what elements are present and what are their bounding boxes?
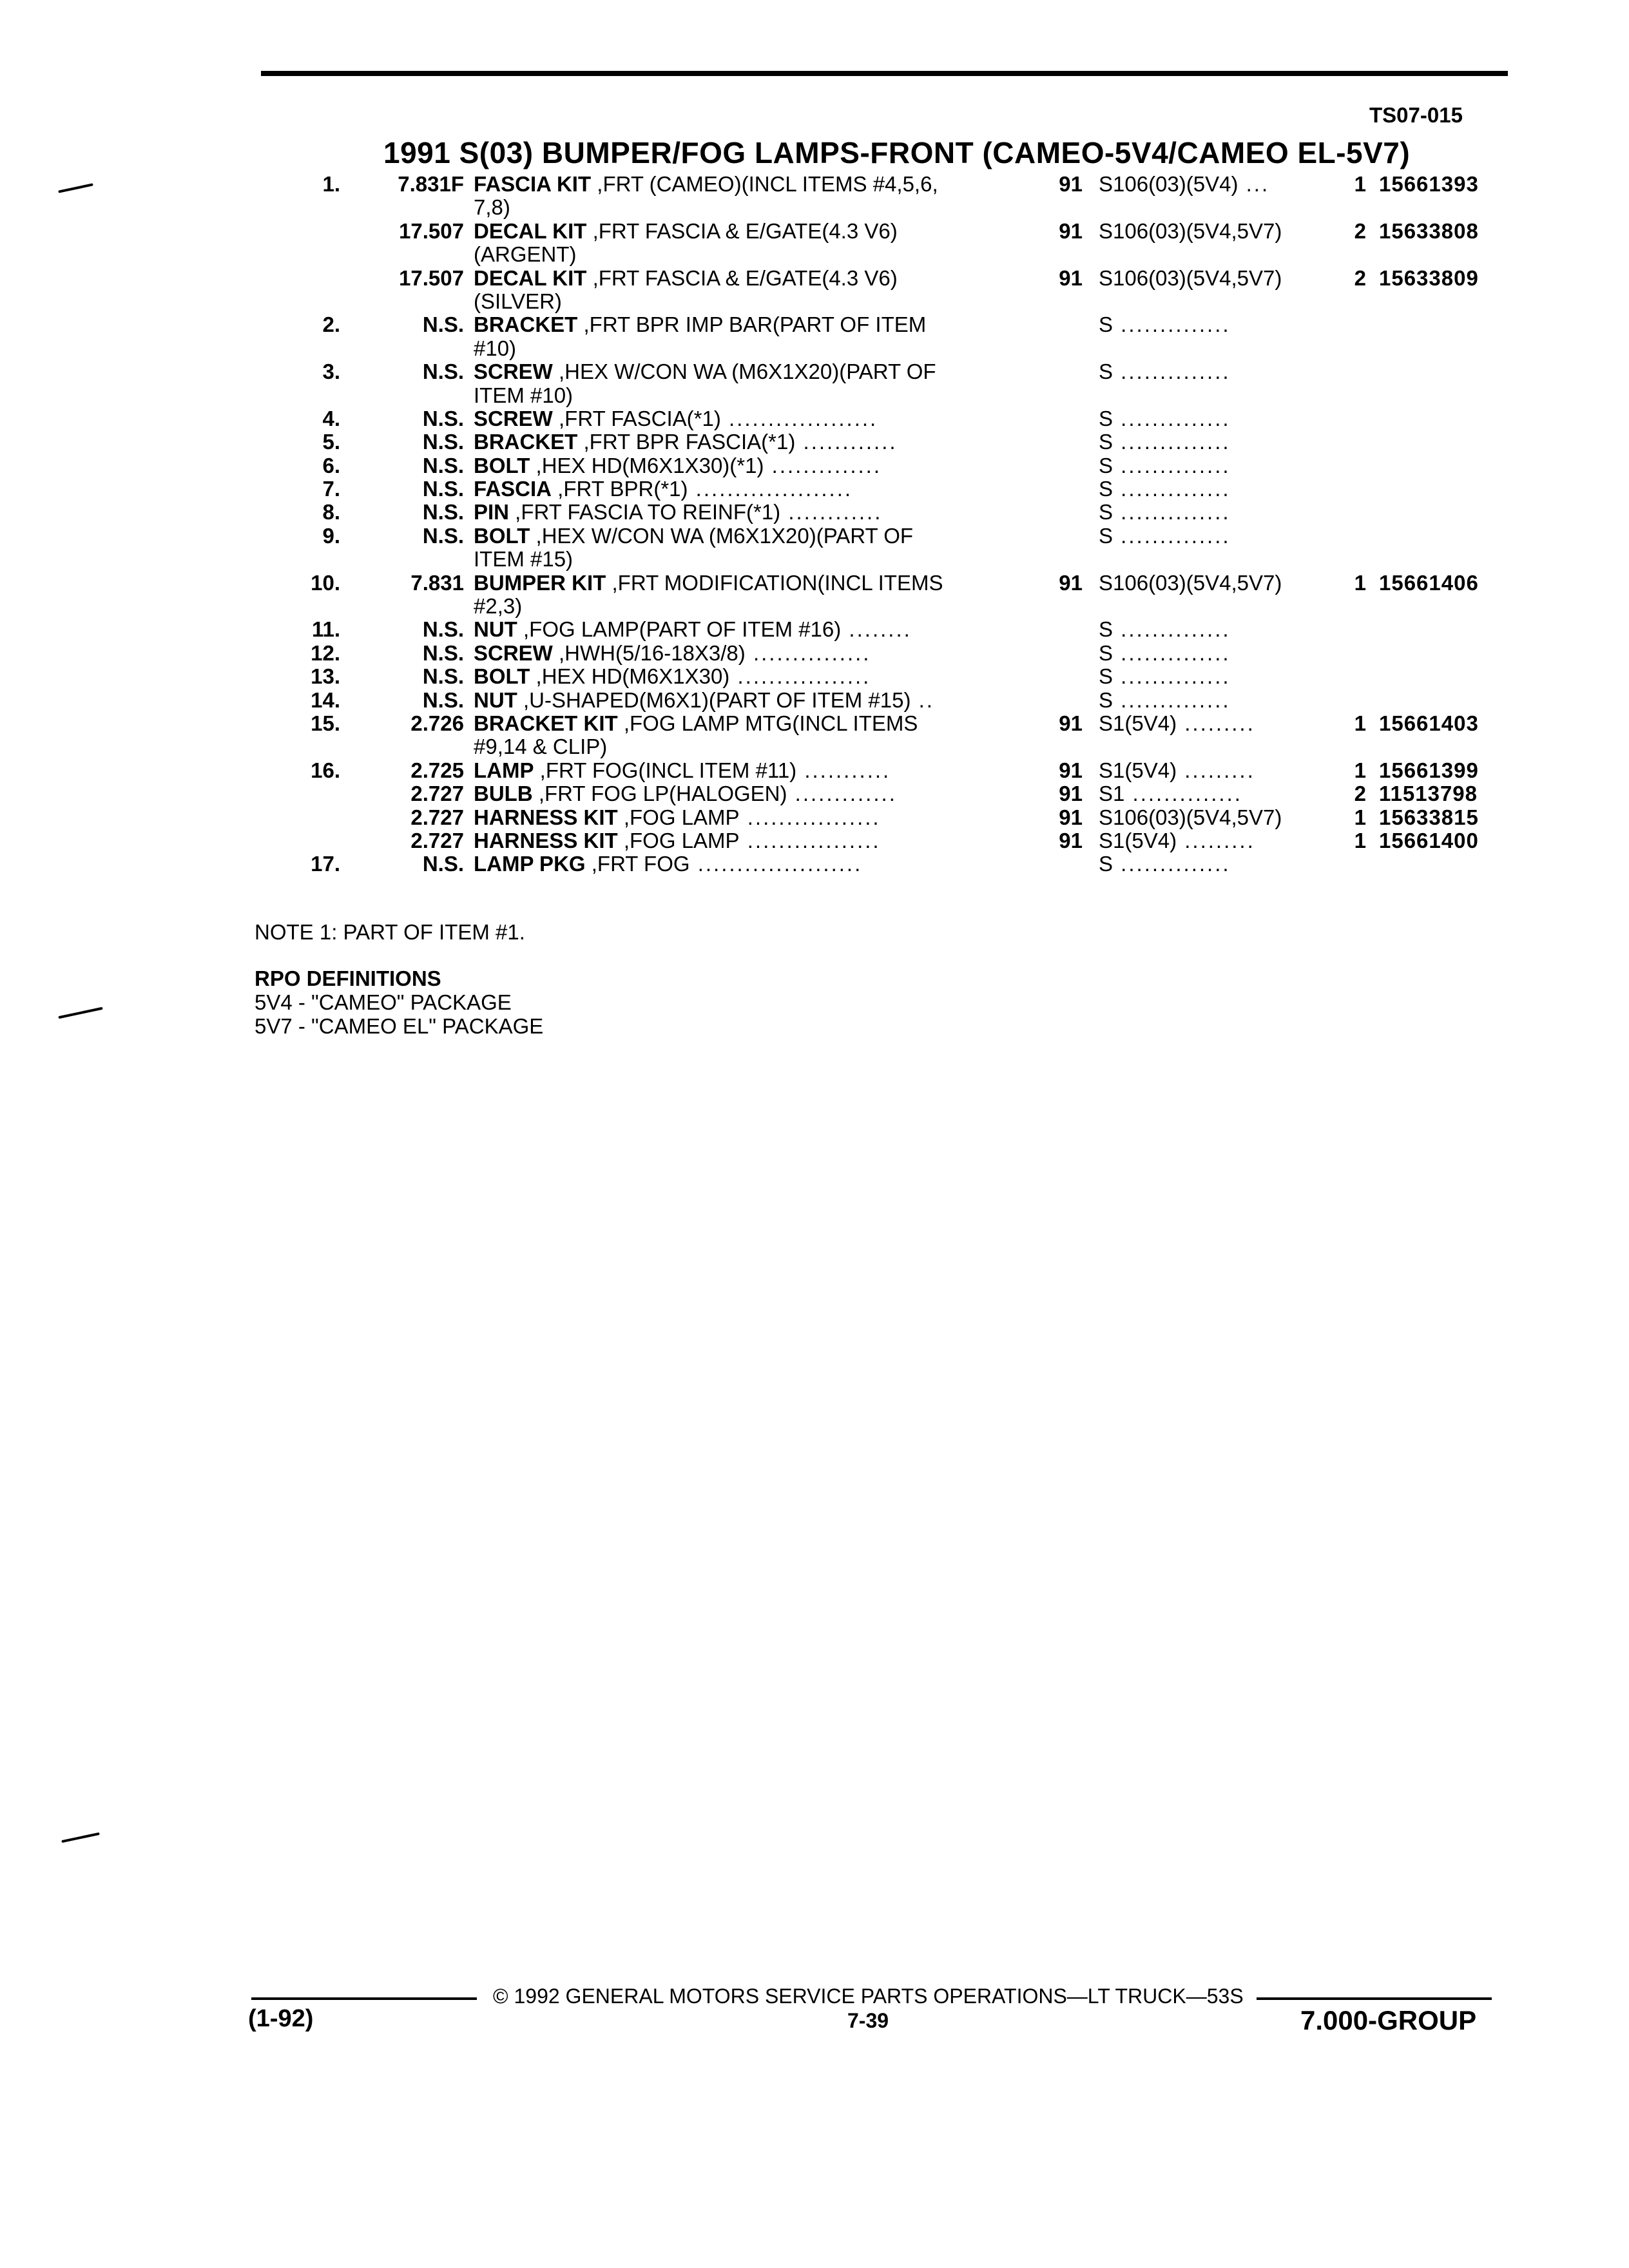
part-number: 15661400: [1379, 828, 1479, 852]
part-description: [474, 173, 1002, 196]
usage-code: [1099, 173, 1315, 196]
part-detail: #9,14 & CLIP): [474, 735, 608, 759]
leader-dots: ..............: [1113, 852, 1231, 876]
part-number: 15661406: [1379, 570, 1479, 595]
part-name: NUT: [474, 688, 517, 712]
model-year: 91: [1059, 218, 1083, 243]
part-description: [474, 477, 1002, 501]
part-name: HARNESS KIT: [474, 829, 618, 852]
group-number: N.S.: [422, 312, 464, 337]
part-detail: ,FOG LAMP: [617, 829, 740, 852]
part-detail: ,FOG LAMP MTG(INCL ITEMS: [617, 711, 918, 735]
group-number: N.S.: [422, 687, 464, 712]
part-description: [474, 267, 1002, 290]
part-detail: ,FRT BPR(*1): [552, 477, 688, 501]
footer-copyright: © 1992 GENERAL MOTORS SERVICE PARTS OPERATIONS—LT TRUCK—53S: [493, 1984, 1244, 2008]
part-detail: #2,3): [474, 595, 523, 619]
part-name: LAMP: [474, 758, 534, 782]
part-description: [474, 572, 1002, 595]
table-row: [0, 642, 1629, 665]
group-number: 7.831: [410, 570, 464, 595]
part-detail: ,FRT BPR IMP BAR(PART OF ITEM: [577, 313, 927, 337]
leader-dots: ..............: [1113, 407, 1231, 430]
table-row: [0, 595, 1629, 618]
item-number: 14.: [311, 687, 340, 712]
part-detail: ,FRT FASCIA & E/GATE(4.3 V6): [586, 266, 898, 290]
usage-code: [1099, 477, 1315, 501]
part-name: HARNESS KIT: [474, 805, 618, 829]
leader-dots: .............: [787, 782, 897, 806]
part-description: [474, 735, 1002, 758]
part-description: [474, 595, 1002, 618]
quantity: 1: [1354, 711, 1366, 735]
table-row: [0, 572, 1629, 595]
part-name: BUMPER KIT: [474, 571, 606, 595]
table-row: [0, 407, 1629, 430]
leader-dots: .........: [1177, 758, 1255, 782]
usage-code: [1099, 524, 1315, 548]
item-number: 6.: [322, 453, 340, 477]
usage-code: [1099, 712, 1315, 735]
usage-text: S: [1099, 430, 1113, 454]
table-row: [0, 759, 1629, 782]
model-year: 91: [1059, 172, 1083, 196]
part-description: [474, 501, 1002, 524]
note-text: NOTE 1: PART OF ITEM #1.: [255, 920, 525, 944]
quantity: 2: [1354, 218, 1366, 243]
table-row: [0, 313, 1629, 336]
usage-text: S: [1099, 665, 1113, 689]
usage-code: [1099, 220, 1315, 243]
rpo-heading: RPO DEFINITIONS: [255, 966, 441, 990]
part-number: 15633815: [1379, 805, 1479, 829]
usage-code: [1099, 782, 1315, 805]
part-detail: ,FRT BPR FASCIA(*1): [577, 430, 796, 454]
group-number: N.S.: [422, 360, 464, 384]
group-number: 17.507: [399, 265, 464, 290]
leader-dots: ..: [911, 688, 934, 712]
part-description: [474, 618, 1002, 641]
group-number: N.S.: [422, 477, 464, 501]
leader-dots: .........: [1177, 711, 1255, 735]
model-year: 91: [1059, 828, 1083, 852]
table-row: [0, 782, 1629, 805]
model-year: 91: [1059, 711, 1083, 735]
table-row: [0, 267, 1629, 290]
quantity: 1: [1354, 570, 1366, 595]
item-number: 7.: [322, 477, 340, 501]
part-description: [474, 806, 1002, 829]
leader-dots: .....................: [689, 852, 863, 876]
table-row: [0, 689, 1629, 712]
part-name: LAMP PKG: [474, 852, 586, 876]
table-row: [0, 524, 1629, 548]
part-name: BOLT: [474, 454, 530, 477]
rpo-line: 5V4 - "CAMEO" PACKAGE: [255, 990, 512, 1014]
part-detail: (ARGENT): [474, 243, 577, 267]
table-row: [0, 243, 1629, 266]
part-description: [474, 712, 1002, 735]
usage-text: S: [1099, 313, 1113, 337]
item-number: 4.: [322, 406, 340, 430]
table-row: [0, 852, 1629, 876]
item-number: 17.: [311, 852, 340, 876]
leader-dots: ..............: [1113, 313, 1231, 337]
item-number: 1.: [322, 172, 340, 196]
part-detail: ,FRT FOG: [585, 852, 690, 876]
usage-text: S: [1099, 641, 1113, 665]
part-detail: ,FOG LAMP: [617, 805, 740, 829]
part-name: SCREW: [474, 360, 553, 384]
leader-dots: ...: [1238, 173, 1270, 196]
usage-text: S: [1099, 477, 1113, 501]
leader-dots: ..............: [1113, 524, 1231, 548]
footer-rule-right: [1257, 1997, 1492, 2000]
part-detail: ,FRT MODIFICATION(INCL ITEMS: [606, 571, 943, 595]
part-name: SCREW: [474, 641, 553, 665]
part-description: [474, 454, 1002, 477]
parts-table: [0, 173, 1629, 876]
group-number: N.S.: [422, 453, 464, 477]
item-number: 9.: [322, 523, 340, 548]
part-name: NUT: [474, 618, 517, 642]
quantity: 1: [1354, 828, 1366, 852]
part-detail: ,FRT FASCIA(*1): [552, 407, 721, 430]
group-number: N.S.: [422, 500, 464, 524]
group-number: 7.831F: [398, 172, 464, 196]
part-name: PIN: [474, 501, 510, 524]
item-number: 12.: [311, 640, 340, 665]
leader-dots: ............: [795, 430, 898, 454]
model-year: 91: [1059, 805, 1083, 829]
part-detail: ,HEX HD(M6X1X30)(*1): [530, 454, 764, 477]
usage-code: [1099, 313, 1315, 336]
group-number: 2.727: [410, 782, 464, 806]
group-number: N.S.: [422, 430, 464, 454]
group-number: 17.507: [399, 218, 464, 243]
leader-dots: .........: [1177, 829, 1255, 852]
leader-dots: ..............: [1113, 477, 1231, 501]
usage-text: S: [1099, 688, 1113, 712]
item-number: 5.: [322, 430, 340, 454]
part-detail: ,HEX W/CON WA (M6X1X20)(PART OF: [530, 524, 914, 548]
table-row: [0, 806, 1629, 829]
rpo-definitions: [255, 966, 543, 1038]
usage-text: S1(5V4): [1099, 829, 1177, 852]
usage-text: S: [1099, 454, 1113, 477]
top-rule: [261, 71, 1508, 76]
usage-code: [1099, 430, 1315, 454]
usage-text: S1(5V4): [1099, 711, 1177, 735]
table-row: [0, 384, 1629, 407]
group-number: 2.725: [410, 758, 464, 782]
model-year: 91: [1059, 758, 1083, 782]
part-description: [474, 196, 1002, 219]
quantity: 2: [1354, 265, 1366, 290]
part-description: [474, 384, 1002, 407]
leader-dots: ..............: [764, 454, 882, 477]
rpo-line: 5V7 - "CAMEO EL" PACKAGE: [255, 1014, 544, 1038]
margin-mark: [61, 1832, 100, 1843]
footer-group: 7.000-GROUP: [1300, 2005, 1477, 2035]
table-row: [0, 735, 1629, 758]
quantity: 1: [1354, 758, 1366, 782]
part-detail: ,FOG LAMP(PART OF ITEM #16): [517, 618, 842, 642]
part-name: FASCIA: [474, 477, 552, 501]
table-row: [0, 220, 1629, 243]
leader-dots: ...................: [720, 407, 878, 430]
part-description: [474, 524, 1002, 548]
group-number: N.S.: [422, 852, 464, 876]
part-detail: ,FRT (CAMEO)(INCL ITEMS #4,5,6,: [591, 173, 938, 196]
table-row: [0, 196, 1629, 219]
part-detail: ,HEX HD(M6X1X30): [530, 665, 730, 689]
leader-dots: ..............: [1113, 688, 1231, 712]
leader-dots: ..............: [1113, 618, 1231, 642]
quantity: 2: [1354, 782, 1366, 806]
part-name: DECAL KIT: [474, 266, 587, 290]
leader-dots: ............: [780, 501, 883, 524]
usage-text: S106(03)(5V4,5V7): [1099, 266, 1282, 290]
usage-code: [1099, 689, 1315, 712]
part-name: DECAL KIT: [474, 219, 587, 243]
part-detail: ,FRT FASCIA TO REINF(*1): [509, 501, 781, 524]
usage-code: [1099, 267, 1315, 290]
group-number: N.S.: [422, 523, 464, 548]
part-number: 15661393: [1379, 172, 1479, 196]
leader-dots: ....................: [688, 477, 853, 501]
part-description: [474, 642, 1002, 665]
part-number: 15633809: [1379, 265, 1479, 290]
quantity: 1: [1354, 172, 1366, 196]
part-detail: 7,8): [474, 196, 510, 220]
item-number: 2.: [322, 312, 340, 337]
part-name: BOLT: [474, 665, 530, 689]
group-number: 2.727: [410, 828, 464, 852]
document-code: TS07-015: [1369, 103, 1463, 127]
part-description: [474, 665, 1002, 688]
usage-code: [1099, 501, 1315, 524]
leader-dots: ..............: [1124, 782, 1242, 806]
part-detail: ITEM #10): [474, 383, 574, 407]
part-description: [474, 782, 1002, 805]
usage-text: S: [1099, 524, 1113, 548]
group-number: N.S.: [422, 617, 464, 642]
leader-dots: ..............: [1113, 430, 1231, 454]
usage-code: [1099, 852, 1315, 876]
part-description: [474, 337, 1002, 360]
table-row: [0, 665, 1629, 688]
part-name: BULB: [474, 782, 533, 806]
quantity: 1: [1354, 805, 1366, 829]
leader-dots: ..............: [1113, 641, 1231, 665]
usage-code: [1099, 360, 1315, 383]
page-title: 1991 S(03) BUMPER/FOG LAMPS-FRONT (CAMEO-5V4/CAMEO EL-5V7): [383, 136, 1411, 169]
usage-text: S106(03)(5V4,5V7): [1099, 571, 1282, 595]
usage-text: S: [1099, 407, 1113, 430]
usage-code: [1099, 572, 1315, 595]
page-number: 7-39: [847, 2009, 889, 2032]
part-description: [474, 689, 1002, 712]
table-row: [0, 454, 1629, 477]
leader-dots: ...........: [796, 758, 891, 782]
part-description: [474, 407, 1002, 430]
part-description: [474, 829, 1002, 852]
part-detail: (SILVER): [474, 289, 562, 313]
table-row: [0, 430, 1629, 454]
usage-code: [1099, 454, 1315, 477]
usage-text: S: [1099, 501, 1113, 524]
leader-dots: ...............: [745, 641, 871, 665]
part-detail: #10): [474, 336, 517, 360]
part-detail: ,FRT FASCIA & E/GATE(4.3 V6): [586, 219, 898, 243]
leader-dots: .................: [739, 805, 881, 829]
part-detail: ,HEX W/CON WA (M6X1X20)(PART OF: [552, 360, 936, 384]
part-description: [474, 360, 1002, 383]
table-row: [0, 712, 1629, 735]
part-description: [474, 548, 1002, 571]
footer-rule-left: [251, 1997, 477, 2000]
item-number: 10.: [311, 570, 340, 595]
part-detail: ,HWH(5/16-18X3/8): [552, 641, 746, 665]
item-number: 11.: [311, 617, 340, 642]
part-detail: ,FRT FOG LP(HALOGEN): [532, 782, 787, 806]
usage-code: [1099, 829, 1315, 852]
part-description: [474, 852, 1002, 876]
part-number: 15661399: [1379, 758, 1479, 782]
usage-code: [1099, 407, 1315, 430]
table-row: [0, 501, 1629, 524]
part-detail: ,U-SHAPED(M6X1)(PART OF ITEM #15): [517, 688, 911, 712]
part-detail: ,FRT FOG(INCL ITEM #11): [534, 758, 797, 782]
item-number: 3.: [322, 360, 340, 384]
table-row: [0, 290, 1629, 313]
part-description: [474, 220, 1002, 243]
item-number: 16.: [311, 758, 340, 782]
usage-text: S106(03)(5V4,5V7): [1099, 219, 1282, 243]
margin-mark: [58, 1007, 102, 1019]
usage-code: [1099, 618, 1315, 641]
leader-dots: ........: [841, 618, 912, 642]
model-year: 91: [1059, 782, 1083, 806]
usage-text: S106(03)(5V4,5V7): [1099, 805, 1282, 829]
usage-text: S: [1099, 852, 1113, 876]
part-name: BRACKET: [474, 313, 578, 337]
usage-text: S1: [1099, 782, 1125, 806]
usage-code: [1099, 665, 1315, 688]
group-number: N.S.: [422, 640, 464, 665]
table-row: [0, 618, 1629, 641]
usage-code: [1099, 806, 1315, 829]
part-number: 15661403: [1379, 711, 1479, 735]
leader-dots: ..............: [1113, 501, 1231, 524]
leader-dots: ..............: [1113, 360, 1231, 384]
part-name: SCREW: [474, 407, 553, 430]
item-number: 8.: [322, 500, 340, 524]
part-description: [474, 290, 1002, 313]
usage-text: S106(03)(5V4): [1099, 173, 1239, 196]
group-number: 2.726: [410, 711, 464, 735]
group-number: N.S.: [422, 406, 464, 430]
usage-text: S: [1099, 360, 1113, 384]
leader-dots: ..............: [1113, 454, 1231, 477]
table-row: [0, 548, 1629, 571]
footer-revision: (1-92): [248, 2005, 314, 2032]
part-name: BRACKET: [474, 430, 578, 454]
leader-dots: ..............: [1113, 665, 1231, 689]
group-number: N.S.: [422, 664, 464, 689]
leader-dots: .................: [729, 665, 871, 689]
table-row: [0, 173, 1629, 196]
part-number: 15633808: [1379, 218, 1479, 243]
leader-dots: .................: [739, 829, 881, 852]
part-description: [474, 430, 1002, 454]
part-name: BOLT: [474, 524, 530, 548]
usage-code: [1099, 642, 1315, 665]
table-row: [0, 337, 1629, 360]
part-name: BRACKET KIT: [474, 711, 618, 735]
part-description: [474, 759, 1002, 782]
part-description: [474, 243, 1002, 266]
part-detail: ITEM #15): [474, 548, 574, 572]
item-number: 13.: [311, 664, 340, 689]
part-name: FASCIA KIT: [474, 173, 592, 196]
table-row: [0, 477, 1629, 501]
model-year: 91: [1059, 265, 1083, 290]
group-number: 2.727: [410, 805, 464, 829]
usage-code: [1099, 759, 1315, 782]
part-description: [474, 313, 1002, 336]
item-number: 15.: [311, 711, 340, 735]
usage-text: S: [1099, 618, 1113, 642]
part-number: 11513798: [1379, 782, 1478, 806]
table-row: [0, 360, 1629, 383]
usage-text: S1(5V4): [1099, 758, 1177, 782]
table-row: [0, 829, 1629, 852]
model-year: 91: [1059, 570, 1083, 595]
